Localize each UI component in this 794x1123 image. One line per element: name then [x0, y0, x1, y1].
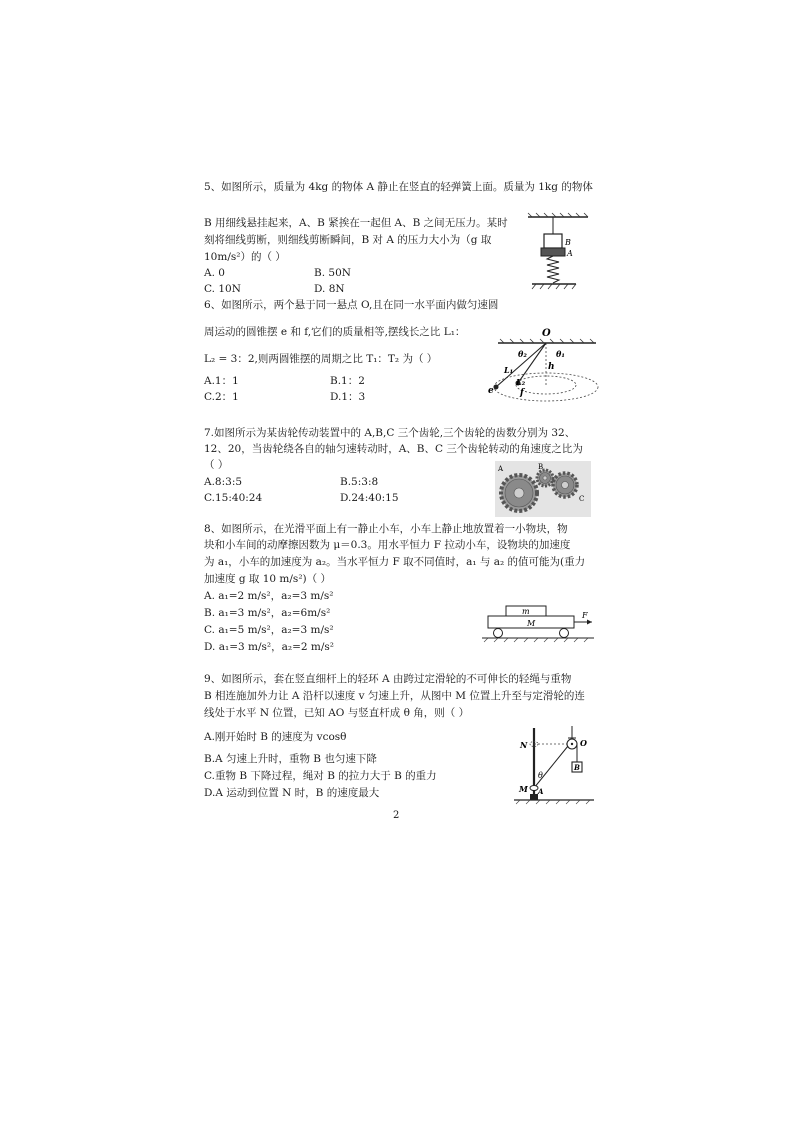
q8-option-a: A. a₁=2 m/s²，a₂=3 m/s² — [204, 590, 334, 602]
fig-label-m: m — [522, 607, 530, 616]
q9-option-b: B.A 匀速上升时，重物 B 也匀速下降 — [204, 753, 377, 765]
q6-option-d: D.1：3 — [330, 391, 366, 403]
cart-block-figure — [482, 602, 594, 644]
fig-label-b: B — [565, 238, 571, 247]
fig-label-gear-b: B — [538, 463, 544, 471]
q5-line2: B 用细线悬挂起来，A、B 紧挨在一起但 A、B 之间无压力。某时 — [204, 217, 508, 229]
q6-line1: 6、如图所示，两个悬于同一悬点 O,且在同一水平面内做匀速圆 — [204, 299, 499, 311]
q6-option-a: A.1：1 — [204, 375, 239, 387]
q5-line1: 5、如图所示，质量为 4kg 的物体 A 静止在竖直的轻弹簧上面。质量为 1kg 的物体 — [204, 181, 593, 193]
fig-label-n: N — [520, 740, 528, 750]
q8-line4: 加速度 g 取 10 m/s²)（ ） — [204, 573, 331, 585]
q6-line3: L₂ = 3：2,则两圆锥摆的周期之比 T₁：T₂ 为（ ） — [204, 353, 438, 365]
fig-label-o: O — [580, 738, 587, 748]
q8-line2: 块和小车间的动摩擦因数为 μ＝0.3。用水平恒力 F 拉动小车，设物块的加速度 — [204, 539, 571, 551]
q6-option-b: B.1：2 — [330, 375, 365, 387]
q9-option-a: A.刚开始时 B 的速度为 vcosθ — [204, 731, 347, 743]
fig-label-force: F — [582, 611, 588, 620]
q7-option-b: B.5:3:8 — [340, 476, 379, 488]
fig-label-o: O — [542, 328, 551, 339]
q7-option-c: C.15:40:24 — [204, 492, 263, 504]
conical-pendulum-figure — [484, 325, 604, 411]
q6-option-c: C.2：1 — [204, 391, 239, 403]
q8-option-d: D. a₁=3 m/s²，a₂=2 m/s² — [204, 641, 334, 653]
fig-label-l2: L₂ — [516, 377, 526, 387]
q5-line3: 刻将细线剪断，则细线剪断瞬间，B 对 A 的压力大小为（g 取 — [204, 234, 492, 246]
page-number: 2 — [393, 810, 400, 821]
q5-option-b: B. 50N — [314, 267, 351, 279]
fig-label-theta2: θ₂ — [518, 349, 527, 359]
fig-label-l1: L₁ — [504, 365, 514, 375]
fig-label-a: A — [567, 249, 573, 258]
fig-label-f: f — [520, 388, 524, 398]
q7-option-a: A.8:3:5 — [204, 476, 243, 488]
fig-label-theta: θ — [538, 771, 543, 780]
fig-label-big-m: M — [527, 619, 536, 628]
fig-label-gear-c: C — [579, 495, 585, 503]
fig-label-b: B — [574, 763, 580, 772]
q7-line1: 7.如图所示为某齿轮传动装置中的 A,B,C 三个齿轮,三个齿轮的齿数分别为 32、 — [204, 427, 576, 439]
fig-label-h: h — [548, 362, 555, 372]
gear-train-figure — [495, 461, 591, 517]
q7-line2: 12、20，当齿轮绕各自的轴匀速转动时，A、B、C 三个齿轮转动的角速度之比为 — [204, 443, 583, 455]
q9-line1: 9、如图所示，套在竖直细杆上的轻环 A 由跨过定滑轮的不可伸长的轻绳与重物 — [204, 673, 572, 685]
q8-line3: 为 a₁，小车的加速度为 a₂。当水平恒力 F 取不同值时，a₁ 与 a₂ 的值可能为(重力 — [204, 556, 586, 568]
q7-option-d: D.24:40:15 — [340, 492, 399, 504]
q9-line2: B 相连施加外力让 A 沿杆以速度 v 匀速上升，从图中 M 位置上升至与定滑轮的连 — [204, 690, 585, 702]
fig-label-theta1: θ₁ — [556, 349, 565, 359]
q8-option-c: C. a₁=5 m/s²，a₂=3 m/s² — [204, 624, 334, 636]
fig-label-e: e — [488, 386, 494, 396]
fig-label-gear-a: A — [498, 465, 504, 473]
q8-option-b: B. a₁=3 m/s²，a₂=6m/s² — [204, 607, 331, 619]
q9-line3: 线处于水平 N 位置，已知 AO 与竖直杆成 θ 角，则（ ） — [204, 707, 470, 719]
q5-option-c: C. 10N — [204, 283, 241, 295]
q6-line2: 周运动的圆锥摆 e 和 f,它们的质量相等,摆线长之比 L₁： — [204, 326, 466, 338]
q9-option-c: C.重物 B 下降过程，绳对 B 的拉力大于 B 的重力 — [204, 770, 437, 782]
pulley-ring-figure — [510, 724, 596, 806]
fig-label-m: M — [519, 784, 528, 794]
q5-line4: 10m/s²）的（ ） — [204, 251, 286, 263]
q8-line1: 8、如图所示，在光滑平面上有一静止小车，小车上静止地放置着一小物块，物 — [204, 523, 568, 535]
q9-option-d: D.A 运动到位置 N 时，B 的速度最大 — [204, 787, 380, 799]
fig-label-a: A — [538, 787, 544, 796]
q7-line3: （ ） — [204, 459, 229, 471]
q5-option-d: D. 8N — [314, 283, 345, 295]
spring-block-figure — [524, 212, 592, 294]
q5-option-a: A. 0 — [204, 267, 225, 279]
